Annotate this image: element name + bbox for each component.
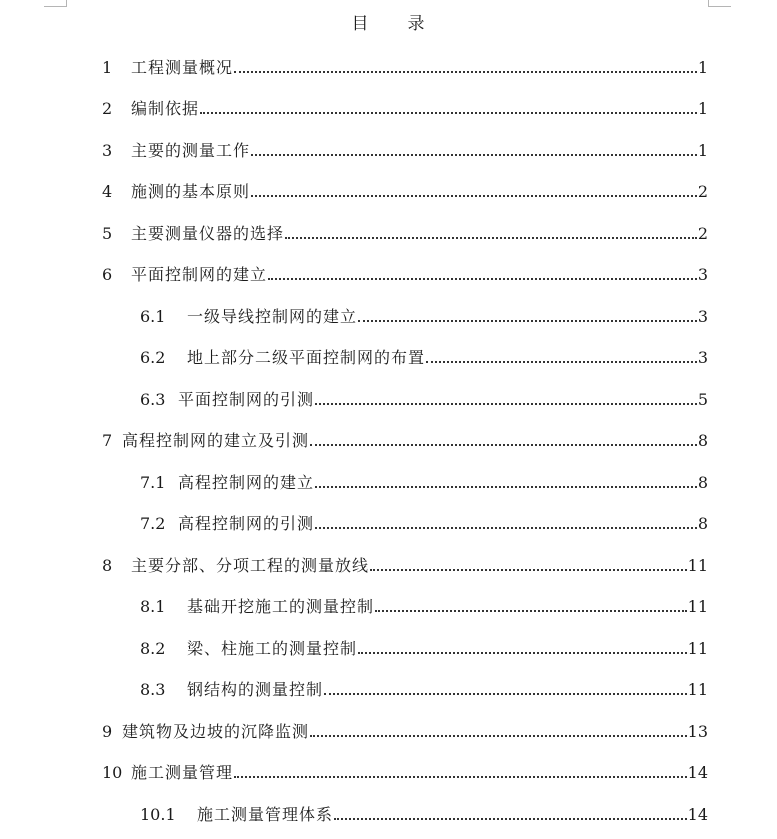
toc-entry[interactable] (0, 222, 777, 246)
toc-entry[interactable] (0, 346, 777, 370)
toc-entry-title: 平面控制网的引测 (178, 390, 315, 409)
toc-entry-number: 8 (102, 556, 113, 575)
toc-entry-number: 7.1 (140, 473, 166, 492)
toc-entry-page: 3 (697, 265, 708, 284)
toc-leader-dots (315, 527, 697, 529)
toc-heading (0, 12, 777, 36)
toc-entry-title: 编制依据 (131, 99, 200, 118)
toc-entry-title: 工程测量概况 (131, 58, 234, 77)
toc-entry[interactable] (0, 388, 777, 412)
toc-entry-title: 平面控制网的建立 (131, 265, 268, 284)
toc-entry[interactable] (0, 97, 777, 121)
toc-entry-number: 4 (102, 182, 113, 201)
toc-entry-page: 8 (697, 473, 708, 492)
toc-entry-number: 7.2 (140, 514, 166, 533)
page-corner-mark-right (708, 0, 731, 7)
toc-leader-dots (324, 693, 687, 695)
toc-entry-title: 一级导线控制网的建立 (187, 307, 358, 326)
toc-entry-number: 3 (102, 141, 113, 160)
toc-leader-dots (370, 569, 687, 571)
toc-entry[interactable] (0, 471, 777, 495)
toc-entry-title: 主要测量仪器的选择 (131, 224, 285, 243)
toc-entry-page: 1 (697, 99, 708, 118)
toc-entry-page: 11 (687, 680, 708, 699)
toc-entry-number: 6 (102, 265, 113, 284)
toc-entry-title: 高程控制网的引测 (178, 514, 315, 533)
toc-entry-page: 13 (687, 722, 708, 741)
page-corner-mark-left (44, 0, 67, 7)
toc-entry[interactable] (0, 139, 777, 163)
toc-entry[interactable] (0, 429, 777, 453)
toc-entry[interactable] (0, 803, 777, 827)
toc-entry-page: 1 (697, 58, 708, 77)
toc-entry-number: 6.2 (140, 348, 166, 367)
toc-entry[interactable] (0, 512, 777, 536)
toc-entry-title: 基础开挖施工的测量控制 (187, 597, 375, 616)
toc-entry-page: 11 (687, 639, 708, 658)
toc-entry-page: 11 (687, 556, 708, 575)
toc-entry[interactable] (0, 554, 777, 578)
toc-entry[interactable] (0, 263, 777, 287)
toc-entry-number: 8.1 (140, 597, 166, 616)
toc-entry[interactable] (0, 56, 777, 80)
toc-leader-dots (426, 361, 697, 363)
toc-entry-title: 主要分部、分项工程的测量放线 (131, 556, 370, 575)
toc-entry[interactable] (0, 595, 777, 619)
toc-leader-dots (310, 735, 687, 737)
toc-leader-dots (375, 610, 687, 612)
toc-entry-number: 10.1 (140, 805, 176, 824)
toc-entry-number: 7 (102, 431, 113, 450)
toc-leader-dots (310, 444, 697, 446)
toc-leader-dots (268, 278, 697, 280)
toc-leader-dots (358, 320, 697, 322)
toc-entry-number: 9 (102, 722, 113, 741)
toc-entry-page: 3 (697, 348, 708, 367)
toc-heading-char-1: 目 (351, 14, 370, 34)
toc-entry[interactable] (0, 637, 777, 661)
toc-leader-dots (200, 112, 697, 114)
toc-leader-dots (315, 486, 697, 488)
toc-entry-page: 8 (697, 431, 708, 450)
toc-leader-dots (251, 154, 697, 156)
toc-entry-number: 5 (102, 224, 113, 243)
toc-entry-number: 1 (102, 58, 113, 77)
toc-entry-number: 8.3 (140, 680, 166, 699)
toc-entry-number: 2 (102, 99, 113, 118)
toc-entry-title: 施测的基本原则 (131, 182, 251, 201)
toc-entry-title: 钢结构的测量控制 (187, 680, 324, 699)
toc-entry-title: 高程控制网的建立及引测 (122, 431, 310, 450)
toc-entry-title: 地上部分二级平面控制网的布置 (187, 348, 426, 367)
toc-entry-page: 1 (697, 141, 708, 160)
toc-entry-page: 11 (687, 597, 708, 616)
toc-leader-dots (315, 403, 697, 405)
toc-entry-number: 8.2 (140, 639, 166, 658)
toc-entry-title: 建筑物及边坡的沉降监测 (122, 722, 310, 741)
toc-leader-dots (358, 652, 687, 654)
toc-entry-page: 2 (697, 182, 708, 201)
toc-entry[interactable] (0, 180, 777, 204)
toc-entry-title: 施工测量管理体系 (197, 805, 334, 824)
toc-entry-title: 施工测量管理 (131, 763, 234, 782)
toc-entry-page: 3 (697, 307, 708, 326)
toc-entry-page: 8 (697, 514, 708, 533)
toc-leader-dots (234, 71, 697, 73)
toc-entry[interactable] (0, 678, 777, 702)
toc-entry-page: 5 (697, 390, 708, 409)
toc-entry-title: 主要的测量工作 (131, 141, 251, 160)
toc-entry[interactable] (0, 305, 777, 329)
toc-entry-number: 6.3 (140, 390, 166, 409)
toc-leader-dots (334, 818, 687, 820)
toc-entry-title: 梁、柱施工的测量控制 (187, 639, 358, 658)
toc-entry-page: 14 (687, 805, 708, 824)
toc-entry-page: 2 (697, 224, 708, 243)
toc-heading-char-2: 录 (407, 14, 426, 34)
toc-entry-number: 6.1 (140, 307, 166, 326)
toc-entry-title: 高程控制网的建立 (178, 473, 315, 492)
toc-entry[interactable] (0, 761, 777, 785)
toc-leader-dots (234, 776, 687, 778)
toc-leader-dots (285, 237, 697, 239)
toc-entry-page: 14 (687, 763, 708, 782)
toc-entry-number: 10 (102, 763, 123, 782)
toc-entry[interactable] (0, 720, 777, 744)
toc-leader-dots (251, 195, 697, 197)
